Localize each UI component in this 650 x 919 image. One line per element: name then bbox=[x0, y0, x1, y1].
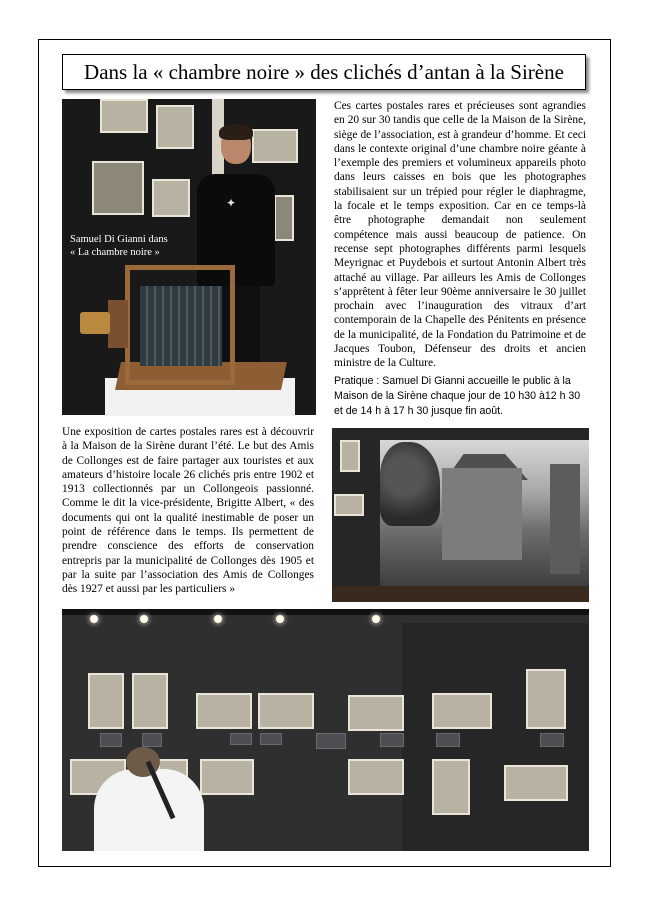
caption-card bbox=[230, 733, 252, 745]
framed-postcard bbox=[92, 161, 144, 215]
person-hair bbox=[219, 124, 253, 140]
framed-postcard bbox=[348, 759, 404, 795]
framed-postcard bbox=[100, 99, 148, 133]
practical-info: Pratique : Samuel Di Gianni accueille le public à la Maison de la Sirène chaque jour de 10 h30 à12 h 30 et de 14 h à 17 h 30 jusque fin août. bbox=[334, 375, 581, 417]
caption-card bbox=[436, 733, 460, 747]
spotlight bbox=[90, 615, 98, 623]
framed-postcard bbox=[258, 693, 314, 729]
framed-postcard bbox=[334, 494, 364, 516]
spotlight bbox=[372, 615, 380, 623]
mural-tree bbox=[380, 442, 440, 526]
framed-postcard bbox=[274, 195, 294, 241]
camera-lens-board bbox=[108, 300, 128, 348]
mural-house bbox=[442, 468, 522, 560]
framed-postcard bbox=[432, 759, 470, 815]
framed-postcard bbox=[526, 669, 566, 729]
photo-caption bbox=[70, 233, 180, 259]
exhibition-mural-photo bbox=[332, 428, 589, 602]
framed-postcard bbox=[432, 693, 492, 729]
camera-lens bbox=[80, 312, 110, 334]
caption-card bbox=[540, 733, 564, 747]
spotlight bbox=[214, 615, 222, 623]
gallery-wall-photo bbox=[62, 609, 589, 851]
caption-line-1: Samuel Di Gianni dans bbox=[70, 234, 168, 245]
framed-postcard bbox=[200, 759, 254, 795]
caption-card bbox=[142, 733, 162, 747]
framed-postcard bbox=[348, 695, 404, 731]
caption-card bbox=[260, 733, 282, 745]
caption-line-2: « La chambre noire » bbox=[70, 247, 160, 258]
framed-postcard bbox=[88, 673, 124, 729]
headline-box bbox=[62, 54, 586, 90]
spotlight bbox=[276, 615, 284, 623]
framed-postcard bbox=[196, 693, 252, 729]
caption-card bbox=[316, 733, 346, 749]
spotlight bbox=[140, 615, 148, 623]
shirt-print: ✦ bbox=[226, 196, 237, 210]
framed-postcard bbox=[504, 765, 568, 801]
headline: Dans la « chambre noire » des clichés d’antan à la Sirène bbox=[84, 59, 564, 84]
visitor-white-shirt bbox=[94, 769, 204, 851]
article-left-column: Une exposition de cartes postales rares est à découvrir à la Maison de la Sirène durant l’été. Le but des Amis de Collonges est de faire partager aux touristes et aux amateurs d’histoire locale 26 clichés pris entre 1902 et 1913 collectionnés par un Collongeois passionné. Comme le dit la vice-présidente, Brigitte Albert, « des documents qui ont la qualité inestimable de poser un point de référence dans le temps. Ils permettent de prendre conscience des efforts de conservation entrepris par la municipalité de Collonges dès 1905 et par la suite par l’association des Amis de Collonges dès 1927 et aussi par les particuliers » bbox=[62, 426, 314, 596]
framed-postcard bbox=[252, 129, 298, 163]
framed-postcard bbox=[340, 440, 360, 472]
framed-postcard bbox=[132, 673, 168, 729]
lighting-rail bbox=[62, 609, 589, 615]
article-right-column: Ces cartes postales rares et précieuses sont agrandies en 20 sur 30 tandis que celle de la Maison de la Sirène, siège de l’association, est à grandeur d’homme. Et ceci dans le contexte original d’une chambre noire géante à l’exemple des premiers et volumineux appareils photo dans leurs caisses en bois que les photographes stabilisaient sur un trépied pour régler le diaphragme, la focale et le temps exposition. Car en ce temps-là être photographe demandait non seulement compétence mais aussi beaucoup de patience. On recense sept photographes différents parmi lesquels Meyrignac et Puydebois et surtout Antonin Albert très attaché au village. Par ailleurs les Amis de Collonges s’apprêtent à fêter leur 90ème anniversaire le 30 juillet prochain avec l’inauguration des vitraux d’art contemporain de la Chapelle des Pénitents en présence de la municipalité, de la Fondation du Patrimoine et de Jacques Toubon, Défenseur des droits et ancien ministre de la Culture. bbox=[334, 100, 586, 370]
camera-frame bbox=[125, 265, 235, 385]
wooden-floor bbox=[332, 586, 589, 602]
caption-card bbox=[380, 733, 404, 747]
caption-card bbox=[100, 733, 122, 747]
framed-postcard bbox=[152, 179, 190, 217]
framed-postcard bbox=[156, 105, 194, 149]
mural-tower bbox=[550, 464, 580, 574]
